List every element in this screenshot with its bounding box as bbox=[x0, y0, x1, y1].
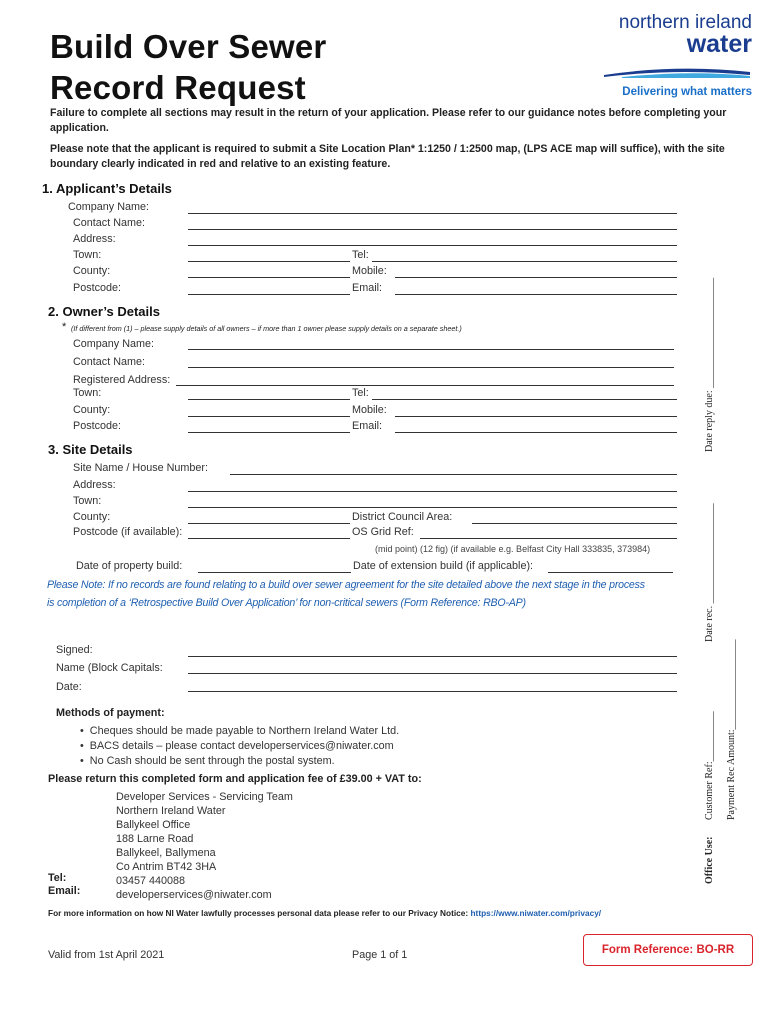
applicant-mobile-label: Mobile: bbox=[352, 265, 387, 277]
owner-company-field[interactable] bbox=[188, 349, 674, 350]
applicant-contact-label: Contact Name: bbox=[73, 217, 146, 229]
date-field[interactable] bbox=[188, 691, 677, 692]
retrospective-note-line-2: is completion of a ‘Retrospective Build Over Application’ for non-critical sewers (Form Reference: RBO-AP) bbox=[47, 597, 526, 609]
owner-town-label: Town: bbox=[73, 387, 102, 399]
name-label: Name (Block Capitals: bbox=[56, 662, 163, 674]
name-field[interactable] bbox=[188, 673, 677, 674]
owner-note: (If different from (1) – please supply details of all owners – if more than 1 owner please supply details on a separate sheet.) bbox=[71, 324, 462, 333]
title-line-1: Build Over Sewer bbox=[50, 28, 327, 65]
return-email[interactable]: developerservices@niwater.com bbox=[116, 889, 272, 901]
owner-postcode-field[interactable] bbox=[188, 432, 350, 433]
site-county-label: County: bbox=[73, 511, 111, 523]
applicant-postcode-field[interactable] bbox=[188, 294, 350, 295]
payment-item-2: BACS details – please contact developerservices@niwater.com bbox=[89, 740, 394, 752]
site-heading: 3. Site Details bbox=[48, 442, 133, 457]
date-label: Date: bbox=[56, 681, 82, 693]
owner-company-label: Company Name: bbox=[73, 338, 155, 350]
logo-swoosh-icon bbox=[602, 66, 752, 78]
office-use-label: Office Use: bbox=[704, 836, 715, 884]
applicant-town-label: Town: bbox=[73, 249, 102, 261]
payment-heading: Methods of payment: bbox=[56, 707, 165, 719]
logo-tagline: Delivering what matters bbox=[622, 86, 752, 98]
page-title bbox=[50, 26, 326, 108]
payment-rec-amount-label: Payment Rec Amount:__________________ bbox=[726, 639, 737, 820]
return-address bbox=[116, 790, 293, 902]
site-address-label: Address: bbox=[73, 479, 116, 491]
retrospective-note-line-1: Please Note: If no records are found relating to a build over sewer agreement for the site detailed above the next stage in the process bbox=[47, 579, 645, 591]
payment-item-3: No Cash should be sent through the postal system. bbox=[89, 755, 335, 767]
site-ext-date-label: Date of extension build (if applicable): bbox=[353, 560, 534, 572]
owner-contact-label: Contact Name: bbox=[73, 356, 146, 368]
date-rec-label: Date rec. ____________________ bbox=[704, 503, 715, 642]
address-line: Co Antrim BT42 3HA bbox=[116, 861, 217, 873]
owner-registered-label: Registered Address: bbox=[73, 374, 171, 386]
title-line-2: Record Request bbox=[50, 69, 306, 106]
privacy-link[interactable]: https://www.niwater.com/privacy/ bbox=[470, 908, 602, 918]
customer-ref-label: Customer Ref:__________ bbox=[704, 711, 715, 820]
ni-water-logo bbox=[600, 8, 760, 103]
address-line: 188 Larne Road bbox=[116, 833, 194, 845]
email-label: Email: bbox=[48, 885, 81, 897]
logo-line-2: water bbox=[686, 30, 752, 58]
date-rec-text: Date rec. bbox=[704, 605, 715, 642]
owner-mobile-label: Mobile: bbox=[352, 404, 387, 416]
applicant-company-field[interactable] bbox=[188, 213, 677, 214]
owner-postcode-label: Postcode: bbox=[73, 420, 122, 432]
owner-email-field[interactable] bbox=[395, 432, 677, 433]
site-postcode-field[interactable] bbox=[188, 538, 350, 539]
owner-asterisk: * bbox=[62, 321, 67, 333]
site-town-field[interactable] bbox=[188, 507, 677, 508]
privacy-notice bbox=[48, 908, 601, 918]
site-county-field[interactable] bbox=[188, 523, 350, 524]
date-reply-due-label: Date reply due: ______________________ bbox=[704, 277, 715, 452]
signed-field[interactable] bbox=[188, 656, 677, 657]
owner-email-label: Email: bbox=[352, 420, 382, 432]
site-build-date-field[interactable] bbox=[198, 572, 351, 573]
owner-county-label: County: bbox=[73, 404, 111, 416]
applicant-county-label: County: bbox=[73, 265, 111, 277]
payment-item: • No Cash should be sent through the postal system. bbox=[80, 755, 335, 767]
applicant-contact-field[interactable] bbox=[188, 229, 677, 230]
form-reference-box: Form Reference: BO-RR bbox=[583, 934, 753, 966]
applicant-email-field[interactable] bbox=[395, 294, 677, 295]
site-grid-field[interactable] bbox=[420, 538, 677, 539]
applicant-county-field[interactable] bbox=[188, 277, 350, 278]
applicant-postcode-label: Postcode: bbox=[73, 282, 122, 294]
site-district-field[interactable] bbox=[472, 523, 677, 524]
site-address-field[interactable] bbox=[188, 491, 677, 492]
site-town-label: Town: bbox=[73, 495, 102, 507]
tel-label: Tel: bbox=[48, 872, 67, 884]
customer-ref-text: Customer Ref: bbox=[704, 761, 715, 820]
address-line: Northern Ireland Water bbox=[116, 805, 226, 817]
intro-paragraph-2: Please note that the applicant is required to submit a Site Location Plan* 1:1250 / 1:2500 map, (LPS ACE map will suffice), with the site boundary clearly indicated in red and relative to an existing feature. bbox=[50, 143, 725, 170]
payment-item: • BACS details – please contact developerservices@niwater.com bbox=[80, 740, 394, 752]
owner-tel-field[interactable] bbox=[372, 399, 677, 400]
logo-line-1: northern ireland bbox=[618, 12, 752, 33]
owner-mobile-field[interactable] bbox=[395, 416, 677, 417]
payment-rec-amount-text: Payment Rec Amount: bbox=[726, 729, 737, 820]
owner-registered-field[interactable] bbox=[176, 385, 674, 386]
applicant-address-field[interactable] bbox=[188, 245, 677, 246]
address-line: Developer Services - Servicing Team bbox=[116, 791, 293, 803]
site-district-label: District Council Area: bbox=[352, 511, 453, 523]
intro-paragraph-1: Failure to complete all sections may result in the return of your application. Please refer to our guidance notes before completing your application. bbox=[50, 107, 727, 134]
site-ext-date-field[interactable] bbox=[548, 572, 673, 573]
site-name-label: Site Name / House Number: bbox=[73, 462, 209, 474]
site-name-field[interactable] bbox=[230, 474, 677, 475]
valid-from: Valid from 1st April 2021 bbox=[48, 949, 165, 961]
site-grid-hint: (mid point) (12 fig) (if available e.g. Belfast City Hall 333835, 373984) bbox=[375, 544, 651, 554]
return-heading: Please return this completed form and application fee of £39.00 + VAT to: bbox=[48, 773, 422, 785]
owner-town-field[interactable] bbox=[188, 399, 350, 400]
return-tel: 03457 440088 bbox=[116, 875, 186, 887]
applicant-address-label: Address: bbox=[73, 233, 116, 245]
owner-tel-label: Tel: bbox=[352, 387, 369, 399]
applicant-heading: 1. Applicant’s Details bbox=[42, 181, 172, 196]
applicant-mobile-field[interactable] bbox=[395, 277, 677, 278]
applicant-town-field[interactable] bbox=[188, 261, 350, 262]
payment-item: • Cheques should be made payable to Northern Ireland Water Ltd. bbox=[80, 725, 400, 737]
owner-contact-field[interactable] bbox=[188, 367, 674, 368]
applicant-company-label: Company Name: bbox=[68, 201, 150, 213]
privacy-text: For more information on how NI Water lawfully processes personal data please refer to our Privacy Notice: bbox=[48, 908, 471, 918]
applicant-email-label: Email: bbox=[352, 282, 382, 294]
owner-county-field[interactable] bbox=[188, 416, 350, 417]
applicant-tel-label: Tel: bbox=[352, 249, 369, 261]
address-line: Ballykeel Office bbox=[116, 819, 191, 831]
site-postcode-label: Postcode (if available): bbox=[73, 526, 183, 538]
site-grid-label: OS Grid Ref: bbox=[352, 526, 414, 538]
applicant-tel-field[interactable] bbox=[372, 261, 677, 262]
signed-label: Signed: bbox=[56, 644, 93, 656]
page-number: Page 1 of 1 bbox=[352, 949, 408, 961]
address-line: Ballykeel, Ballymena bbox=[116, 847, 216, 859]
site-build-date-label: Date of property build: bbox=[76, 560, 183, 572]
date-reply-due-text: Date reply due: bbox=[704, 390, 715, 452]
payment-item-1: Cheques should be made payable to Northern Ireland Water Ltd. bbox=[89, 725, 400, 737]
owner-heading: 2. Owner’s Details bbox=[48, 304, 160, 319]
